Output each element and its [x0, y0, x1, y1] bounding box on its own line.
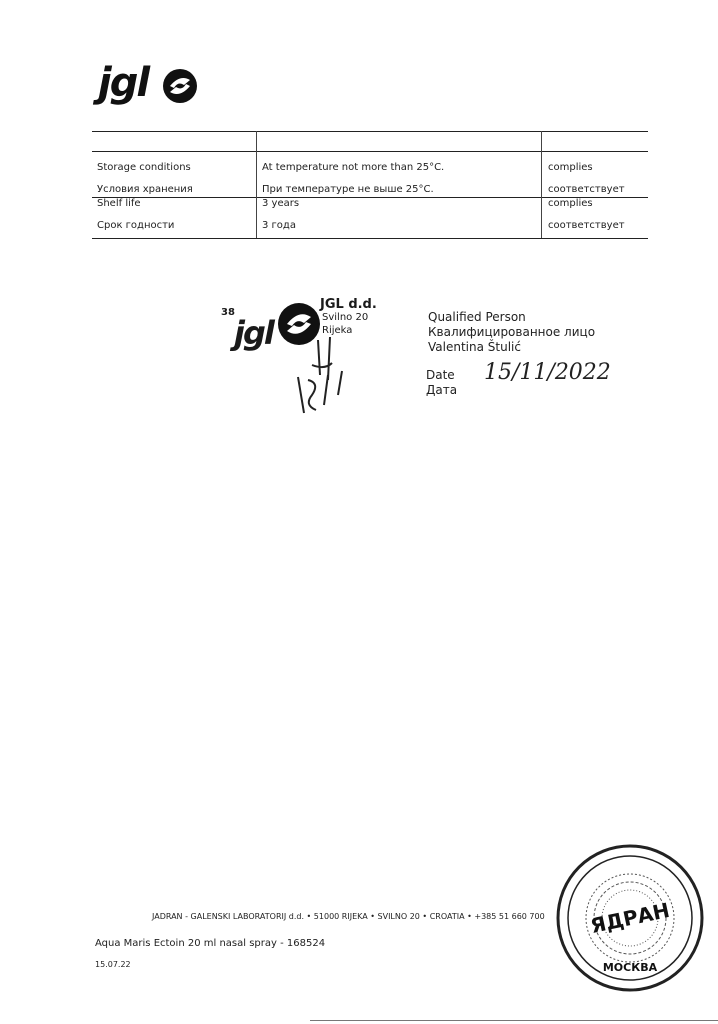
table-column-divider	[541, 131, 542, 238]
table-cell-specification-ru: 3 года	[262, 220, 296, 231]
date-label-ru: Дата	[426, 383, 458, 397]
stamp-address-city: Rijeka	[322, 325, 353, 336]
handwritten-date: 15/11/2022	[484, 360, 611, 385]
company-logo-text: jgl	[98, 60, 149, 106]
qualified-person-name: Valentina Štulić	[428, 340, 521, 354]
table-top-border	[92, 131, 648, 132]
stamp-number: 38	[221, 307, 235, 318]
table-header-border	[92, 151, 648, 152]
table-cell-result-ru: соответствует	[548, 184, 625, 195]
table-cell-result: complies	[548, 198, 593, 209]
table-cell-result: complies	[548, 162, 593, 173]
seal-bottom-text: МОСКВА	[602, 961, 658, 974]
jgl-logo-icon	[160, 66, 200, 106]
table-cell-specification: At temperature not more than 25°C.	[262, 162, 445, 173]
table-cell-parameter: Shelf life	[97, 198, 141, 209]
table-cell-parameter: Storage conditions	[97, 162, 191, 173]
table-cell-result-ru: соответствует	[548, 220, 625, 231]
stamp-logo-text: jgl	[234, 314, 273, 352]
table-column-divider	[256, 131, 257, 238]
date-label: Date	[426, 368, 455, 382]
table-cell-specification: 3 years	[262, 198, 300, 209]
qualified-person-title-ru: Квалифицированное лицо	[428, 325, 596, 339]
footer-company-address: JADRAN - GALENSKI LABORATORIJ d.d. • 51000 RIJEKA • SVILNO 20 • CROATIA • +385 51 660 700	[152, 912, 545, 921]
footer-product-line: Aqua Maris Ectoin 20 ml nasal spray - 168524	[95, 938, 326, 949]
seal-center-text: ЯДРАН	[588, 897, 672, 939]
stamp-company-name: JGL d.d.	[320, 297, 377, 312]
table-cell-parameter-ru: Условия хранения	[97, 184, 193, 195]
table-cell-parameter-ru: Срок годности	[97, 220, 175, 231]
stamp-address-street: Svilno 20	[322, 312, 369, 323]
footer-date: 15.07.22	[95, 960, 131, 969]
page-bottom-line	[310, 1020, 718, 1021]
table-bottom-border	[92, 238, 648, 239]
qualified-person-title: Qualified Person	[428, 310, 526, 324]
table-cell-specification-ru: При температуре не выше 25°С.	[262, 184, 434, 195]
handwritten-signature	[290, 335, 360, 415]
company-seal-stamp	[555, 843, 705, 993]
